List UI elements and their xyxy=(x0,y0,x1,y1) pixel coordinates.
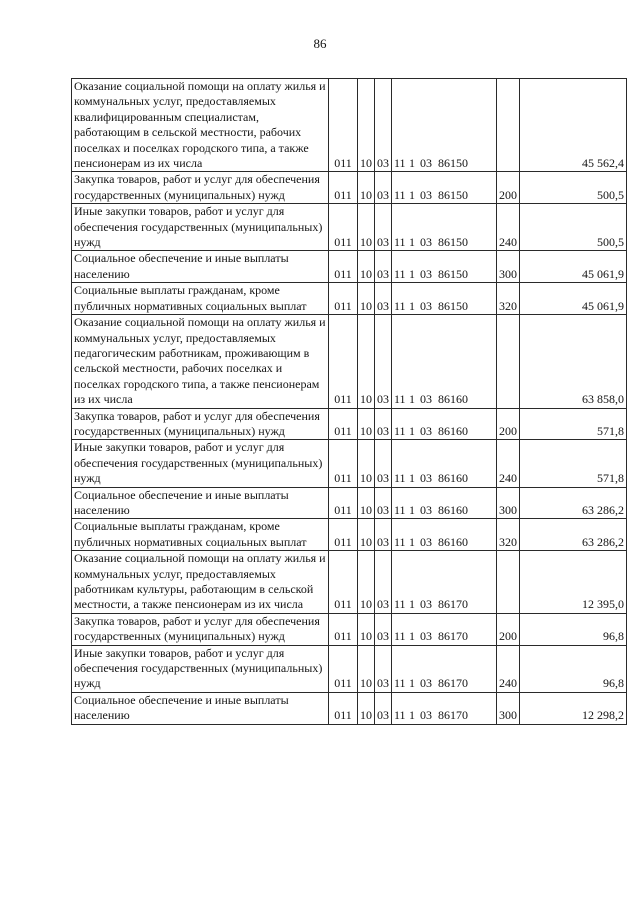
program-part: 86150 xyxy=(438,187,468,202)
cell-section: 10 xyxy=(358,315,375,408)
row-name: Социальные выплаты гражданам, кроме публичных нормативных социальных выплат xyxy=(72,283,329,315)
row-name: Иные закупки товаров, работ и услуг для обеспечения государственных (муниципальных) нужд xyxy=(72,645,329,692)
program-part: 1 xyxy=(409,471,415,486)
program-part: 1 xyxy=(409,708,415,723)
program-part: 86170 xyxy=(438,676,468,691)
cell-expense-type: 240 xyxy=(497,204,520,251)
program-part: 03 xyxy=(420,471,432,486)
row-name: Социальное обеспечение и иные выплаты населению xyxy=(72,692,329,724)
cell-subsection: 03 xyxy=(375,613,392,645)
table-row xyxy=(72,172,627,204)
cell-program xyxy=(392,251,497,283)
cell-subsection: 03 xyxy=(375,172,392,204)
table-row xyxy=(72,487,627,519)
cell-amount: 63 286,2 xyxy=(520,519,627,551)
program-part: 1 xyxy=(409,502,415,517)
program-part: 11 xyxy=(394,708,406,723)
cell-subsection: 03 xyxy=(375,204,392,251)
cell-expense-type: 300 xyxy=(497,487,520,519)
cell-amount: 45 061,9 xyxy=(520,251,627,283)
cell-ministry: 011 xyxy=(329,487,358,519)
program-part: 86160 xyxy=(438,471,468,486)
program-part: 11 xyxy=(394,676,406,691)
cell-program xyxy=(392,408,497,440)
cell-program xyxy=(392,613,497,645)
program-part: 11 xyxy=(394,629,406,644)
cell-amount: 571,8 xyxy=(520,408,627,440)
table-row xyxy=(72,692,627,724)
cell-ministry: 011 xyxy=(329,645,358,692)
cell-amount: 500,5 xyxy=(520,172,627,204)
cell-ministry: 011 xyxy=(329,692,358,724)
program-part: 03 xyxy=(420,156,432,171)
cell-amount: 500,5 xyxy=(520,204,627,251)
table-row xyxy=(72,79,627,172)
program-part: 03 xyxy=(420,298,432,313)
cell-ministry: 011 xyxy=(329,172,358,204)
cell-subsection: 03 xyxy=(375,283,392,315)
cell-ministry: 011 xyxy=(329,251,358,283)
cell-ministry: 011 xyxy=(329,613,358,645)
cell-section: 10 xyxy=(358,283,375,315)
cell-section: 10 xyxy=(358,251,375,283)
cell-amount: 63 286,2 xyxy=(520,487,627,519)
program-part: 1 xyxy=(409,187,415,202)
cell-program xyxy=(392,440,497,487)
cell-expense-type: 300 xyxy=(497,692,520,724)
program-part: 03 xyxy=(420,534,432,549)
program-part: 03 xyxy=(420,187,432,202)
cell-section: 10 xyxy=(358,519,375,551)
cell-section: 10 xyxy=(358,172,375,204)
table-row xyxy=(72,551,627,614)
program-part: 1 xyxy=(409,534,415,549)
cell-section: 10 xyxy=(358,204,375,251)
cell-ministry: 011 xyxy=(329,440,358,487)
cell-amount: 571,8 xyxy=(520,440,627,487)
row-name: Социальное обеспечение и иные выплаты населению xyxy=(72,251,329,283)
cell-expense-type: 200 xyxy=(497,408,520,440)
cell-expense-type xyxy=(497,79,520,172)
program-part: 11 xyxy=(394,534,406,549)
cell-subsection: 03 xyxy=(375,551,392,614)
program-part: 03 xyxy=(420,597,432,612)
cell-expense-type: 300 xyxy=(497,251,520,283)
program-part: 86150 xyxy=(438,156,468,171)
program-part: 1 xyxy=(409,392,415,407)
cell-subsection: 03 xyxy=(375,251,392,283)
table-body xyxy=(72,79,627,725)
program-part: 03 xyxy=(420,392,432,407)
row-name: Социальные выплаты гражданам, кроме публичных нормативных социальных выплат xyxy=(72,519,329,551)
program-part: 86160 xyxy=(438,392,468,407)
program-part: 03 xyxy=(420,676,432,691)
cell-subsection: 03 xyxy=(375,408,392,440)
cell-ministry: 011 xyxy=(329,283,358,315)
row-name: Оказание социальной помощи на оплату жилья и коммунальных услуг, предоставляемых квалифицированным специалистам, работающим в сельской местности, рабочих поселках и поселках городского типа, а также пенсионерам из их числа xyxy=(72,79,329,172)
program-part: 1 xyxy=(409,156,415,171)
cell-amount: 45 061,9 xyxy=(520,283,627,315)
cell-expense-type xyxy=(497,551,520,614)
cell-subsection: 03 xyxy=(375,692,392,724)
row-name: Оказание социальной помощи на оплату жилья и коммунальных услуг, предоставляемых педагогическим работникам, проживающим в сельской местности, рабочих поселках и поселках городского типа, а также пенсионерам из их числа xyxy=(72,315,329,408)
cell-program xyxy=(392,79,497,172)
program-part: 11 xyxy=(394,298,406,313)
program-part: 1 xyxy=(409,298,415,313)
table-row xyxy=(72,519,627,551)
cell-section: 10 xyxy=(358,487,375,519)
cell-amount: 63 858,0 xyxy=(520,315,627,408)
cell-ministry: 011 xyxy=(329,79,358,172)
row-name: Иные закупки товаров, работ и услуг для обеспечения государственных (муниципальных) нужд xyxy=(72,204,329,251)
program-part: 1 xyxy=(409,266,415,281)
cell-section: 10 xyxy=(358,613,375,645)
cell-ministry: 011 xyxy=(329,551,358,614)
program-part: 86150 xyxy=(438,266,468,281)
program-part: 1 xyxy=(409,423,415,438)
table-row xyxy=(72,315,627,408)
program-part: 11 xyxy=(394,187,406,202)
row-name: Закупка товаров, работ и услуг для обеспечения государственных (муниципальных) нужд xyxy=(72,172,329,204)
program-part: 86150 xyxy=(438,298,468,313)
table-row xyxy=(72,283,627,315)
row-name: Закупка товаров, работ и услуг для обеспечения государственных (муниципальных) нужд xyxy=(72,613,329,645)
program-part: 11 xyxy=(394,423,406,438)
program-part: 11 xyxy=(394,235,406,250)
cell-ministry: 011 xyxy=(329,315,358,408)
program-part: 03 xyxy=(420,423,432,438)
page-number: 86 xyxy=(313,36,327,51)
cell-subsection: 03 xyxy=(375,315,392,408)
program-part: 11 xyxy=(394,502,406,517)
program-part: 1 xyxy=(409,629,415,644)
cell-section: 10 xyxy=(358,645,375,692)
cell-expense-type: 320 xyxy=(497,519,520,551)
program-part: 03 xyxy=(420,708,432,723)
cell-subsection: 03 xyxy=(375,645,392,692)
cell-ministry: 011 xyxy=(329,204,358,251)
cell-ministry: 011 xyxy=(329,519,358,551)
program-part: 1 xyxy=(409,235,415,250)
cell-expense-type xyxy=(497,315,520,408)
program-part: 86160 xyxy=(438,534,468,549)
cell-expense-type: 240 xyxy=(497,645,520,692)
cell-program xyxy=(392,315,497,408)
cell-subsection: 03 xyxy=(375,79,392,172)
cell-program xyxy=(392,551,497,614)
cell-ministry: 011 xyxy=(329,408,358,440)
program-part: 1 xyxy=(409,676,415,691)
table-row xyxy=(72,645,627,692)
cell-section: 10 xyxy=(358,440,375,487)
cell-section: 10 xyxy=(358,551,375,614)
cell-amount: 12 298,2 xyxy=(520,692,627,724)
program-part: 1 xyxy=(409,597,415,612)
cell-amount: 96,8 xyxy=(520,645,627,692)
program-part: 86170 xyxy=(438,629,468,644)
program-part: 11 xyxy=(394,392,406,407)
program-part: 03 xyxy=(420,235,432,250)
cell-subsection: 03 xyxy=(375,440,392,487)
cell-amount: 12 395,0 xyxy=(520,551,627,614)
table-row xyxy=(72,440,627,487)
program-part: 11 xyxy=(394,266,406,281)
cell-section: 10 xyxy=(358,79,375,172)
cell-amount: 45 562,4 xyxy=(520,79,627,172)
cell-program xyxy=(392,204,497,251)
cell-program xyxy=(392,283,497,315)
table-row xyxy=(72,204,627,251)
program-part: 03 xyxy=(420,629,432,644)
cell-section: 10 xyxy=(358,692,375,724)
cell-expense-type: 200 xyxy=(497,172,520,204)
row-name: Иные закупки товаров, работ и услуг для обеспечения государственных (муниципальных) нужд xyxy=(72,440,329,487)
table-row xyxy=(72,613,627,645)
program-part: 11 xyxy=(394,471,406,486)
cell-subsection: 03 xyxy=(375,487,392,519)
program-part: 11 xyxy=(394,597,406,612)
budget-table xyxy=(71,78,627,725)
program-part: 86160 xyxy=(438,502,468,517)
program-part: 86170 xyxy=(438,597,468,612)
cell-program xyxy=(392,172,497,204)
program-part: 03 xyxy=(420,266,432,281)
table-row xyxy=(72,408,627,440)
program-part: 11 xyxy=(394,156,406,171)
cell-subsection: 03 xyxy=(375,519,392,551)
cell-expense-type: 200 xyxy=(497,613,520,645)
cell-amount: 96,8 xyxy=(520,613,627,645)
cell-program xyxy=(392,692,497,724)
cell-expense-type: 240 xyxy=(497,440,520,487)
cell-program xyxy=(392,645,497,692)
cell-program xyxy=(392,487,497,519)
cell-section: 10 xyxy=(358,408,375,440)
row-name: Социальное обеспечение и иные выплаты населению xyxy=(72,487,329,519)
cell-program xyxy=(392,519,497,551)
row-name: Оказание социальной помощи на оплату жилья и коммунальных услуг, предоставляемых работникам культуры, работающим в сельской местности, а также пенсионерам из их числа xyxy=(72,551,329,614)
cell-expense-type: 320 xyxy=(497,283,520,315)
program-part: 86160 xyxy=(438,423,468,438)
program-part: 86170 xyxy=(438,708,468,723)
table-row xyxy=(72,251,627,283)
program-part: 86150 xyxy=(438,235,468,250)
row-name: Закупка товаров, работ и услуг для обеспечения государственных (муниципальных) нужд xyxy=(72,408,329,440)
program-part: 03 xyxy=(420,502,432,517)
